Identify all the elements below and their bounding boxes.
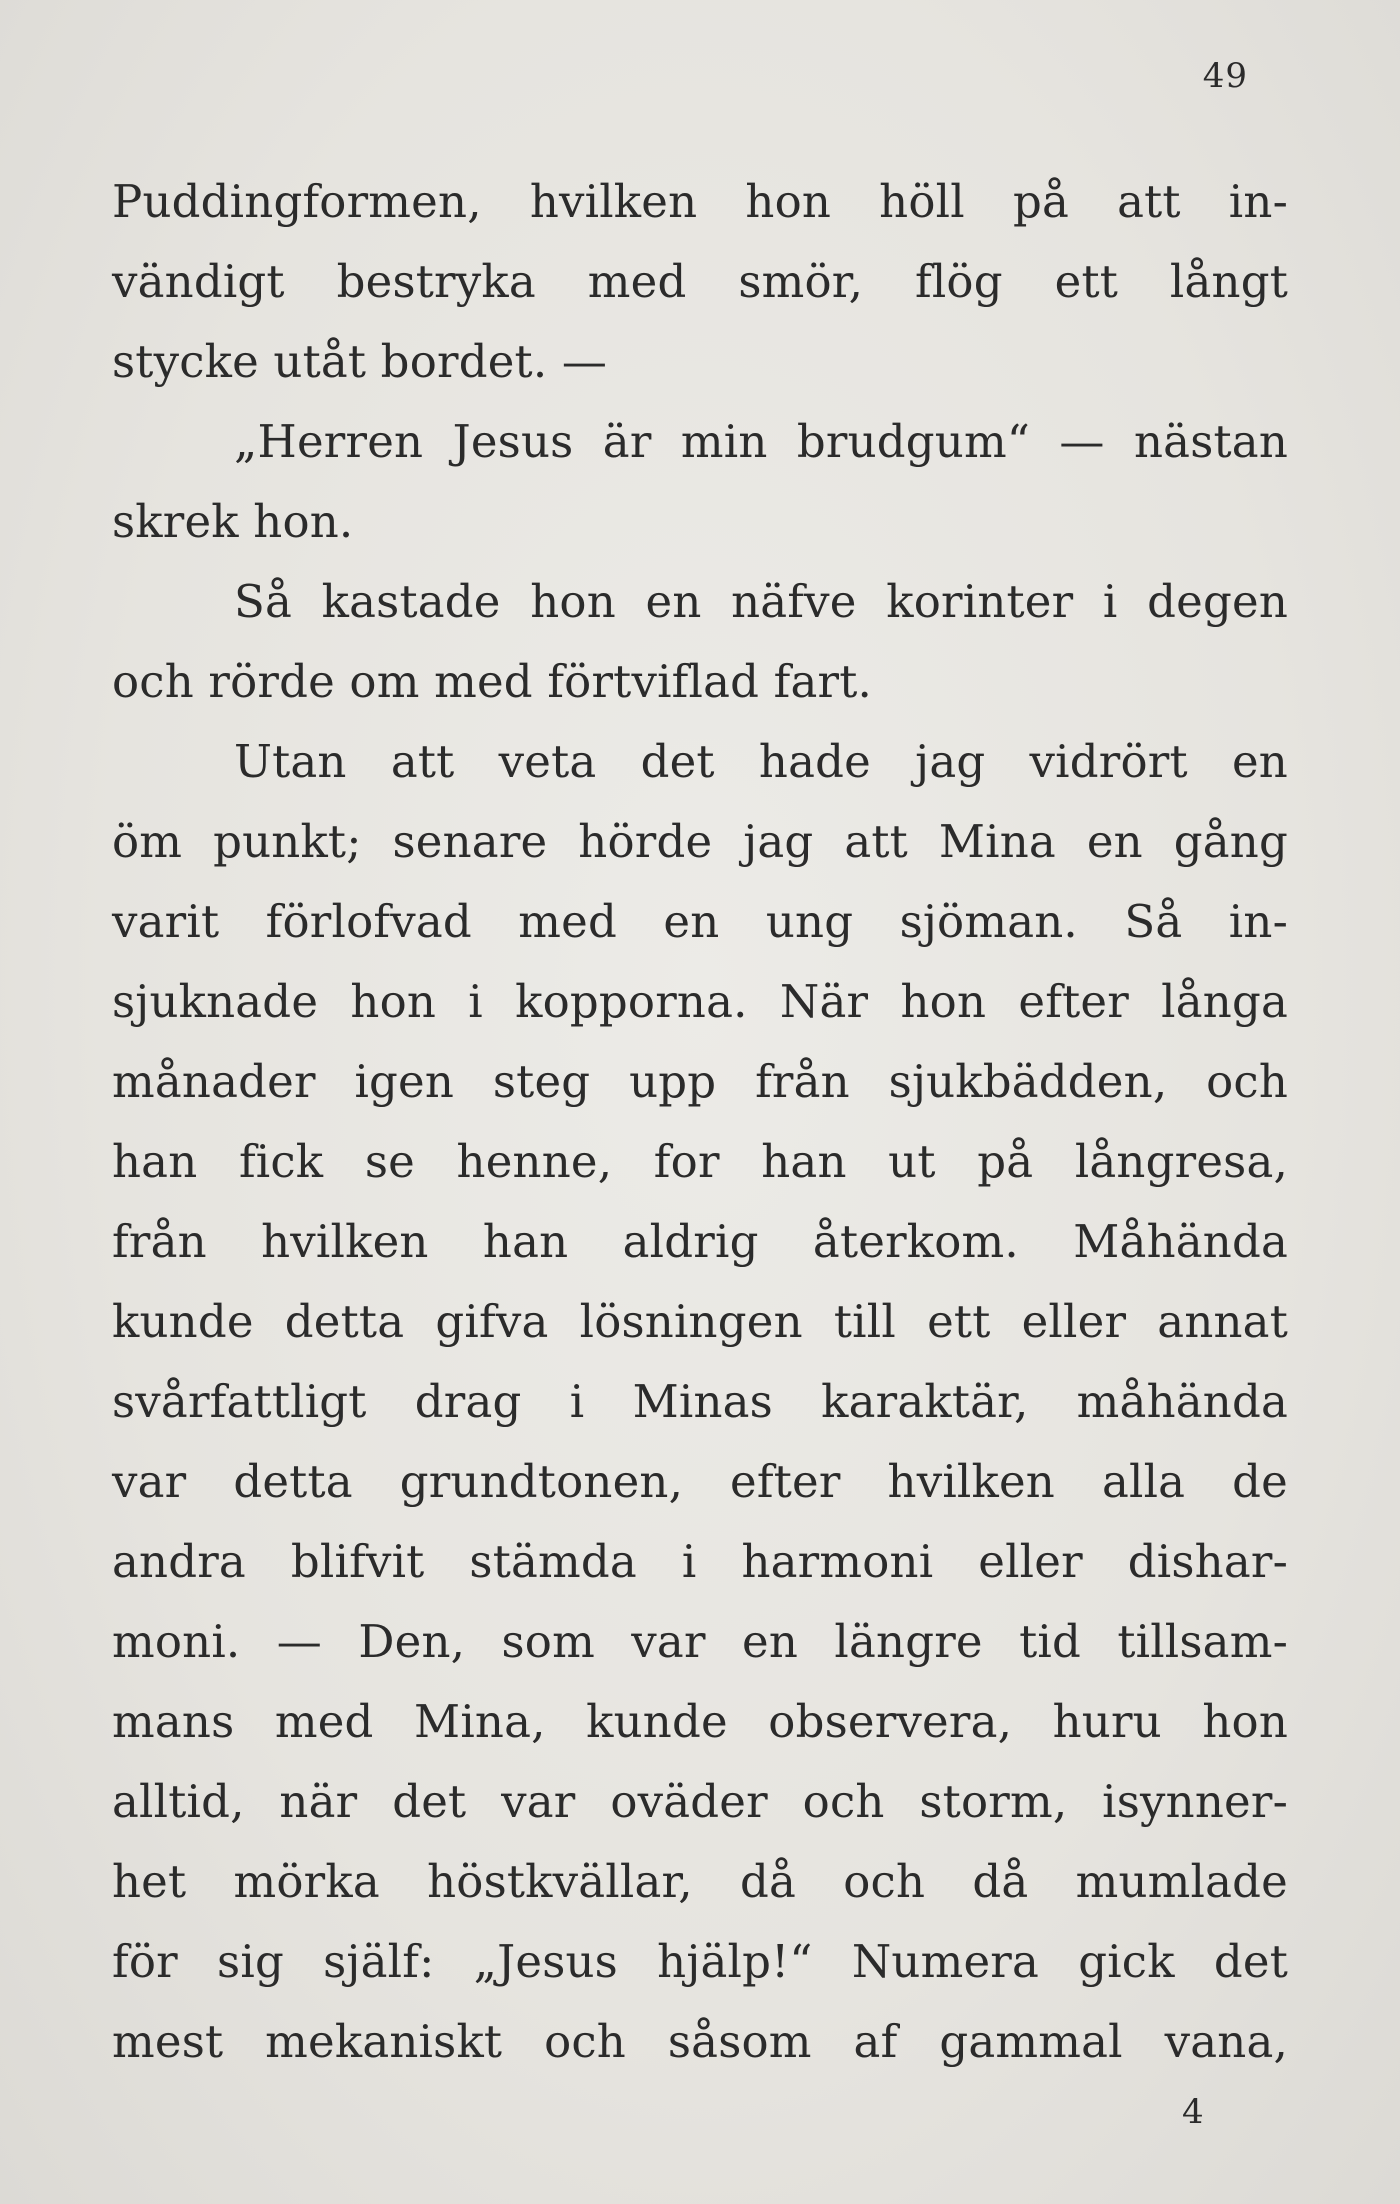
text-line: öm punkt; senare hörde jag att Mina en gång — [112, 815, 1288, 868]
text-line: Utan att veta det hade jag vidrört en — [234, 735, 1288, 788]
text-line: het mörka höstkvällar, då och då mumlade — [112, 1855, 1288, 1908]
text-line: han fick se henne, for han ut på långresa, — [112, 1135, 1288, 1188]
text-line: från hvilken han aldrig återkom. Måhända — [112, 1215, 1288, 1268]
text-line: månader igen steg upp från sjukbädden, och — [112, 1055, 1288, 1108]
text-line: „Herren Jesus är min brudgum“ — nästan — [234, 415, 1288, 468]
signature-mark: 4 — [1182, 2092, 1204, 2132]
text-line: svårfattligt drag i Minas karaktär, måhända — [112, 1375, 1288, 1428]
text-line: för sig själf: „Jesus hjälp!“ Numera gick det — [112, 1935, 1288, 1988]
text-line: kunde detta gifva lösningen till ett eller annat — [112, 1295, 1288, 1348]
page-number: 49 — [1202, 56, 1248, 96]
text-line: och rörde om med förtviflad fart. — [112, 655, 873, 708]
text-line: alltid, när det var oväder och storm, isynner- — [112, 1775, 1288, 1828]
text-line: vändigt bestryka med smör, flög ett långt — [112, 255, 1288, 308]
text-line: andra blifvit stämda i harmoni eller dishar- — [112, 1535, 1288, 1588]
text-line: Puddingformen, hvilken hon höll på att in- — [112, 175, 1288, 228]
text-line: varit förlofvad med en ung sjöman. Så in- — [112, 895, 1288, 948]
text-line: sjuknade hon i kopporna. När hon efter långa — [112, 975, 1288, 1028]
text-line: Så kastade hon en näfve korinter i degen — [234, 575, 1288, 628]
text-line: mans med Mina, kunde observera, huru hon — [112, 1695, 1288, 1748]
text-line: var detta grundtonen, efter hvilken alla de — [112, 1455, 1288, 1508]
text-line: mest mekaniskt och såsom af gammal vana, — [112, 2015, 1288, 2068]
text-line: stycke utåt bordet. — — [112, 335, 608, 388]
text-line: skrek hon. — [112, 495, 354, 548]
text-line: moni. — Den, som var en längre tid tillsam- — [112, 1615, 1288, 1668]
